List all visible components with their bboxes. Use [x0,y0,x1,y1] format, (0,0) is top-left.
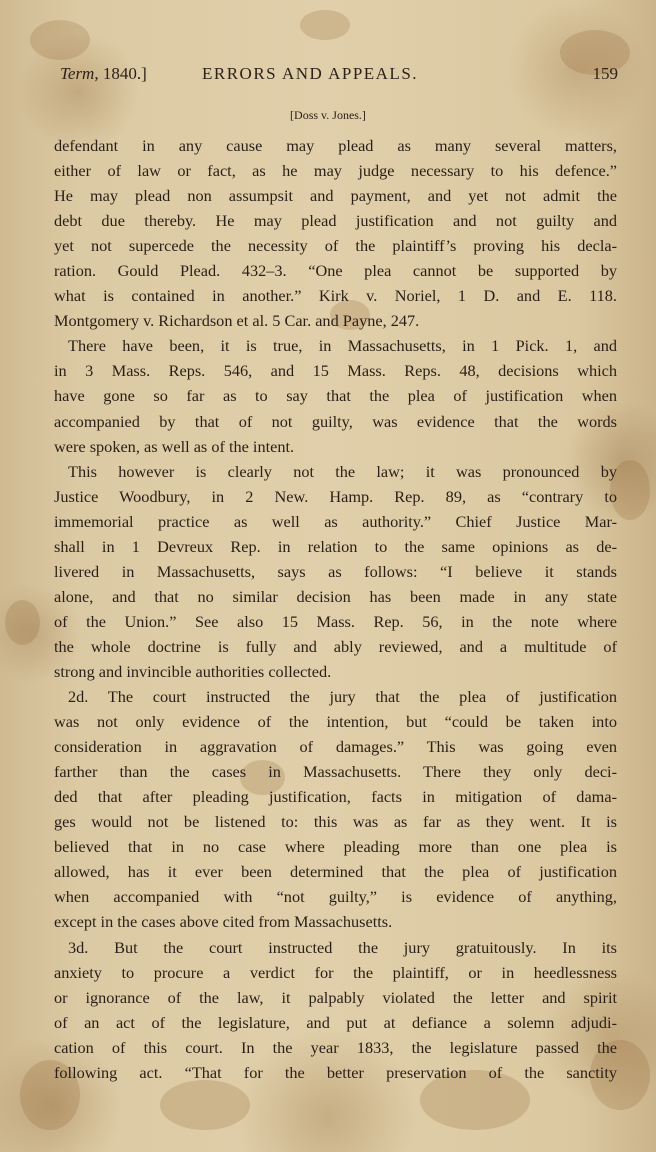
text-line: alone, and that no similar decision has been made in any state [54,586,617,606]
header-term-word: Term, [60,64,99,83]
foxing-stain [30,20,90,60]
text-line: Justice Woodbury, in 2 New. Hamp. Rep. 89, as “contrary to [54,486,617,506]
text-line: except in the cases above cited from Massachusetts. [54,912,393,932]
text-line: consideration in aggravation of damages.” This was going even [54,737,617,757]
text-line: ded that after pleading justification, facts in mitigation of dama- [54,787,617,807]
text-line: defendant in any cause may plead as many several matters, [54,136,617,155]
text-line: cation of this court. In the year 1833, the legislature passed the [54,1037,617,1057]
header-term-year: 1840.] [98,64,147,83]
text-line: ration. Gould Plead. 432–3. “One plea cannot be supported by [54,261,617,281]
foxing-stain [300,10,350,40]
text-line: or ignorance of the law, it palpably violated the letter and spirit [54,987,617,1007]
text-line: accompanied by that of not guilty, was evidence that the words [54,411,617,431]
text-line: strong and invincible authorities collected. [54,661,332,681]
text-line: when accompanied with “not guilty,” is evidence of anything, [54,887,617,907]
foxing-stain [160,1080,250,1130]
text-line: farther than the cases in Massachusetts. There they only deci- [54,762,617,782]
page-header [60,64,618,88]
body-text [54,133,617,1085]
text-line: 3d. But the court instructed the jury gratuitously. In its [68,937,617,957]
text-line: have gone so far as to say that the plea of justification when [54,386,617,406]
text-line: yet not supercede the necessity of the plaintiff’s proving his decla- [54,236,617,256]
text-line: livered in Massachusetts, says as follows: “I believe it stands [54,561,617,581]
foxing-stain [5,600,40,645]
running-head: [Doss v. Jones.] [290,108,366,122]
text-line: There have been, it is true, in Massachusetts, in 1 Pick. 1, and [68,336,617,356]
text-line: what is contained in another.” Kirk v. Noriel, 1 D. and E. 118. [54,286,617,306]
text-line: This however is clearly not the law; it was pronounced by [68,461,617,481]
text-line: were spoken, as well as of the intent. [54,436,295,456]
text-line: Montgomery v. Richardson et al. 5 Car. and Payne, 247. [54,311,420,331]
text-line: anxiety to procure a verdict for the plaintiff, or in heedlessness [54,962,617,982]
text-line: either of law or fact, as he may judge necessary to his defence.” [54,161,617,181]
text-line: following act. “That for the better preservation of the sanctity [54,1062,617,1082]
text-line: ges would not be listened to: this was as far as they went. It is [54,812,617,832]
text-line: the whole doctrine is fully and ably reviewed, and a multitude of [54,636,617,656]
text-line: was not only evidence of the intention, but “could be taken into [54,712,617,732]
text-line: immemorial practice as well as authority.” Chief Justice Mar- [54,511,617,531]
text-line: He may plead non assumpsit and payment, and yet not admit the [54,186,617,206]
text-line: of an act of the legislature, and put at defiance a solemn adjudi- [54,1012,617,1032]
text-line: allowed, has it ever been determined that the plea of justification [54,862,617,882]
text-line: shall in 1 Devreux Rep. in relation to the same opinions as de- [54,536,617,556]
header-title: ERRORS AND APPEALS. [202,64,419,83]
text-line: debt due thereby. He may plead justification and not guilty and [54,211,617,231]
text-line: of the Union.” See also 15 Mass. Rep. 56, in the note where [54,611,617,631]
header-term [60,64,147,84]
text-line: in 3 Mass. Reps. 546, and 15 Mass. Reps. 48, decisions which [54,361,617,381]
text-line: believed that in no case where pleading more than one plea is [54,837,617,857]
text-line: 2d. The court instructed the jury that the plea of justification [68,687,617,707]
page-number: 159 [592,64,618,83]
